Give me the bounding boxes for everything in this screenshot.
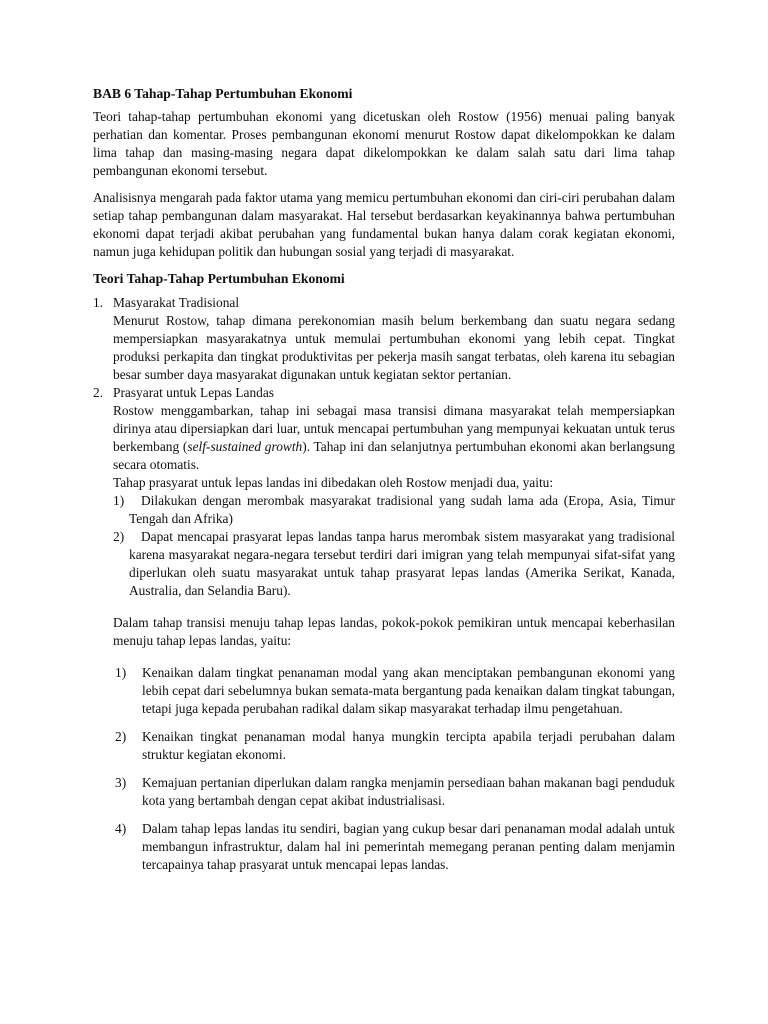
sub-list-intro: Tahap prasyarat untuk lepas landas ini dibedakan oleh Rostow menjadi dua, yaitu:: [113, 475, 554, 490]
sub-list-item: [113, 492, 675, 528]
list-number: 2.: [93, 385, 104, 400]
point-text: Kemajuan pertanian diperlukan dalam rangka menjamin persediaan bahan makanan bagi penduduk kota yang bertambah dengan cepat akibat industrialisasi.: [142, 775, 675, 808]
list-item-body: [93, 402, 675, 474]
point-item: [93, 664, 675, 718]
point-number: 1): [115, 665, 127, 680]
point-item: [93, 728, 675, 764]
point-number: 4): [115, 821, 127, 836]
italic-term: self-sustained growth: [187, 439, 303, 454]
sub-list-text: Dapat mencapai prasyarat lepas landas tanpa harus merombak sistem masyarakat yang tradisional karena masyarakat negara-negara tersebut terdiri dari imigran yang telah mempunyai sifat-sifat yang diperlukan oleh suatu masyarakat untuk tahap prasyarat lepas landas (Amerika Serikat, Kanada, Australia, dan Selandia Baru).: [129, 529, 675, 598]
point-number: 3): [115, 775, 127, 790]
point-number: 2): [115, 729, 127, 744]
point-text: Dalam tahap lepas landas itu sendiri, bagian yang cukup besar dari penanaman modal adalah untuk membangun infrastruktur, dalam hal ini pemerintah memegang peranan penting dalam menjamin tercapainya tahap prasyarat untuk mencapai lepas landas.: [142, 821, 675, 872]
sub-list: [93, 492, 675, 600]
list-item-traditional-society: [93, 294, 675, 312]
body-text: ). Tahap ini dan selanjutnya pertumbuhan ekonomi akan berlangsung secara otomatis.: [113, 439, 675, 472]
sub-list-number: 2): [113, 529, 125, 544]
body-text: Rostow menggambarkan, tahap ini sebagai masa transisi dimana masyarakat telah mempersiapkan dirinya atau dipersiapkan dari luar, untuk mencapai pertumbuhan yang mempunyai kekuatan untuk terus berkembang (: [113, 403, 675, 454]
list-number: 1.: [93, 295, 104, 310]
spacer: [93, 718, 675, 728]
sub-list-text: Dilakukan dengan merombak masyarakat tradisional yang sudah lama ada (Eropa, Asia, Timur Tengah dan Afrika): [129, 493, 675, 526]
list-item-body: Menurut Rostow, tahap dimana perekonomian masih belum berkembang dan suatu negara sedang mempersiapkan masyarakatnya untuk memulai pertumbuhan ekonomi yang lebih cepat. Tingkat produksi perkapita dan tingkat produktivitas per pekerja masih sangat terbatas, oleh karena itu sebagian besar sumber daya masyarakat digunakan untuk kegiatan sektor pertanian.: [113, 313, 675, 382]
intro-paragraph-1: Teori tahap-tahap pertumbuhan ekonomi yang dicetuskan oleh Rostow (1956) menuai paling banyak perhatian dan komentar. Proses pembangunan ekonomi menurut Rostow dapat dikelompokkan ke dalam lima tahap dan masing-masing negara dapat dikelompokkan ke dalam salah satu dari lima tahap pembangunan ekonomi tersebut.: [93, 109, 675, 178]
spacer: [93, 600, 675, 614]
spacer: [93, 650, 675, 664]
intro-paragraph-2: Analisisnya mengarah pada faktor utama yang memicu pertumbuhan ekonomi dan ciri-ciri perubahan dalam setiap tahap pembangunan dalam masyarakat. Hal tersebut berdasarkan keyakinannya bahwa pertumbuhan ekonomi dapat terjadi akibat perubahan yang fundamental bukan hanya dalam corak kegiatan ekonomi, namun juga kehidupan politik dan hubungan sosial yang terjadi di masyarakat.: [93, 190, 675, 259]
point-item: [93, 820, 675, 874]
sub-list-number: 1): [113, 493, 125, 508]
transition-paragraph: Dalam tahap transisi menuju tahap lepas landas, pokok-pokok pemikiran untuk mencapai keberhasilan menuju tahap lepas landas, yaitu:: [113, 615, 675, 648]
spacer: [93, 764, 675, 774]
point-text: Kenaikan dalam tingkat penanaman modal yang akan menciptakan pembangunan ekonomi yang lebih cepat dari sebelumnya bukan semata-mata bergantung pada kenaikan dalam tingkat tabungan, tetapi juga kepada perubahan radikal dalam sikap masyarakat terhadap ilmu pengetahuan.: [142, 665, 675, 716]
chapter-title: BAB 6 Tahap-Tahap Pertumbuhan Ekonomi: [93, 86, 353, 101]
sub-list-item: [113, 528, 675, 600]
list-item-preconditions: [93, 384, 675, 402]
section-heading: Teori Tahap-Tahap Pertumbuhan Ekonomi: [93, 271, 345, 286]
list-item-title: Prasyarat untuk Lepas Landas: [113, 385, 275, 400]
point-item: [93, 774, 675, 810]
spacer: [93, 810, 675, 820]
point-text: Kenaikan tingkat penanaman modal hanya mungkin tercipta apabila terjadi perubahan dalam struktur kegiatan ekonomi.: [142, 729, 675, 762]
document-content: [93, 85, 675, 874]
list-item-title: Masyarakat Tradisional: [113, 295, 240, 310]
